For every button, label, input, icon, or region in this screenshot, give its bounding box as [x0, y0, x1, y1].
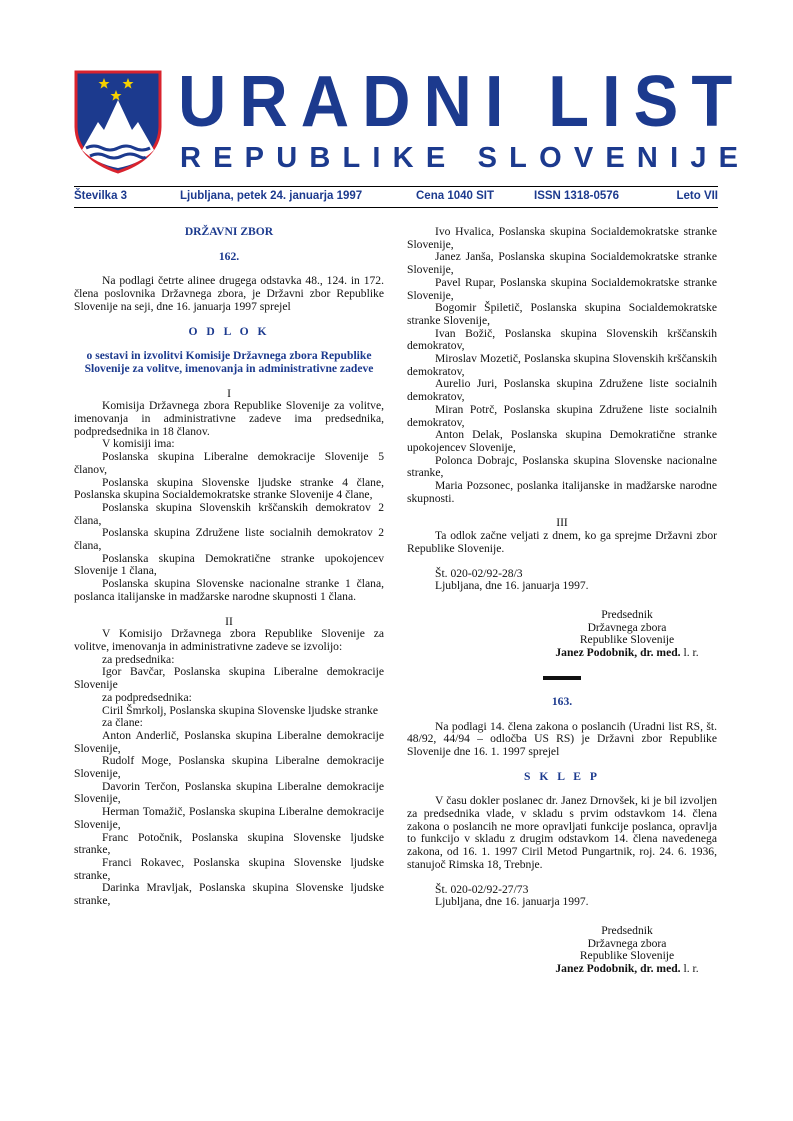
- right-column: [407, 226, 717, 976]
- reference-number: Št. 020-02/92-27/73: [435, 882, 529, 896]
- list-item: Poslanska skupina Slovenske nacionalne stranke 1 člana, poslanca italijanske in madžarske narodne skupnosti 1 člana.: [74, 577, 384, 603]
- list-item: Ivo Hvalica, Poslanska skupina Socialdemokratske stranke Slovenije,: [407, 225, 717, 251]
- list-item: Anton Anderlič, Poslanska skupina Liberalne demokracije Slovenije,: [74, 728, 384, 755]
- list-item: Darinka Mravljak, Poslanska skupina Slovenske ljudske stranke,: [74, 881, 384, 908]
- paragraph: Komisija Državnega zbora Republike Slovenije za volitve, imenovanja in administrativne zadeve ima predsednika, podpredsednika in 18 članov.: [74, 399, 384, 438]
- list-item: Franci Rokavec, Poslanska skupina Slovenske ljudske stranke,: [74, 855, 384, 882]
- section-heading: DRŽAVNI ZBOR: [184, 225, 274, 238]
- issue-info-bar: [74, 186, 718, 208]
- paragraph: V času dokler poslanec dr. Janez Drnovšek, ki je bil izvoljen za predsednika vlade, v skladu s prvim odstavkom 14. člena zakona o poslancih ne more opravljati funkcije poslanca, opravlja to funkcijo v skladu z drugim odstavkom 14. člena navedenega zakona, od 16. 1. 1997 Ciril Metod Pungartnik, roj. 24. 6. 1936, stanujoč Rimska 18, Trebnje.: [407, 794, 717, 871]
- document-number: 162.: [218, 249, 240, 263]
- publication-title: URADNI LIST: [178, 62, 746, 142]
- list-item: Ivan Božič, Poslanska skupina Slovenskih krščanskih demokratov,: [407, 326, 717, 353]
- signature-line: [407, 963, 717, 976]
- list-item: Pavel Rupar, Poslanska skupina Socialdemokratske stranke Slovenije,: [407, 275, 717, 302]
- paragraph: V komisiji ima:: [102, 437, 175, 451]
- paragraph: Ta odlok začne veljati z dnem, ko ga sprejme Državni zbor Republike Slovenije.: [407, 529, 717, 555]
- list-item: Ciril Šmrkolj, Poslanska skupina Slovenske ljudske stranke: [102, 703, 378, 717]
- signature-org: Republike Slovenije: [579, 633, 675, 647]
- paragraph: V Komisijo Državnega zbora Republike Slovenije za volitve, imenovanja in administrativne zadeve se izvolijo:: [74, 627, 384, 653]
- list-item: Polonca Dobrajc, Poslanska skupina Slovenske nacionalne stranke,: [407, 453, 717, 480]
- role-label: za predsednika:: [102, 652, 175, 666]
- signatory-name: Janez Podobnik, dr. med.: [555, 962, 681, 976]
- signature-title: Predsednik: [601, 923, 653, 937]
- document-type: S K L E P: [524, 769, 600, 783]
- list-item: Anton Delak, Poslanska skupina Demokratične stranke upokojencev Slovenije,: [407, 428, 717, 454]
- issue-number: Številka 3: [74, 190, 128, 202]
- issue-volume: Leto VII: [676, 190, 718, 202]
- signatory-name: Janez Podobnik, dr. med.: [555, 646, 681, 660]
- list-item: Herman Tomažič, Poslanska skupina Liberalne demokracije Slovenije,: [74, 805, 384, 831]
- article-number: III: [556, 516, 568, 530]
- issue-issn: ISSN 1318-0576: [534, 190, 620, 202]
- signature-line: [407, 647, 717, 660]
- list-item: Maria Pozsonec, poslanka italijanske in madžarske narodne skupnosti.: [407, 479, 717, 505]
- reference-number: Št. 020-02/92-28/3: [435, 566, 523, 580]
- list-item: Bogomir Špiletič, Poslanska skupina Socialdemokratske stranke Slovenije,: [407, 301, 717, 327]
- document-date: Ljubljana, dne 16. januarja 1997.: [435, 579, 589, 593]
- preamble: Na podlagi četrte alinee drugega odstavka 48., 124. in 172. člena poslovnika Državnega zbora, je Državni zbor Republike Slovenije na seji, dne 16. januarja 1997 sprejel: [74, 274, 384, 313]
- list-item: Miroslav Mozetič, Poslanska skupina Slovenskih krščanskih demokratov,: [407, 352, 717, 378]
- list-item: Davorin Terčon, Poslanska skupina Liberalne demokracije Slovenije,: [74, 779, 384, 806]
- signature-org: Državnega zbora: [587, 620, 667, 634]
- article-number: II: [225, 614, 233, 628]
- document-number: 163.: [551, 694, 573, 708]
- list-item: Poslanska skupina Slovenske ljudske stranke 4 člane, Poslanska skupina Socialdemokratske stranke Slovenije 4 člane,: [74, 475, 384, 502]
- list-item: Poslanska skupina Liberalne demokracije Slovenije 5 članov,: [74, 450, 384, 476]
- publication-subtitle: REPUBLIKE SLOVENIJE: [180, 142, 751, 174]
- issue-price: Cena 1040 SIT: [416, 190, 494, 202]
- document-date: Ljubljana, dne 16. januarja 1997.: [435, 895, 589, 909]
- list-item: Poslanska skupina Združene liste socialnih demokratov 2 člana,: [74, 526, 384, 553]
- list-item: Rudolf Moge, Poslanska skupina Liberalne demokracije Slovenije,: [74, 754, 384, 781]
- list-item: Poslanska skupina Slovenskih krščanskih demokratov 2 člana,: [74, 500, 384, 527]
- list-item: Miran Potrč, Poslanska skupina Združene liste socialnih demokratov,: [407, 402, 717, 429]
- signature-org: Državnega zbora: [587, 936, 667, 950]
- article-number: I: [227, 386, 231, 400]
- signature-suffix: l. r.: [680, 962, 699, 976]
- signature-title: Predsednik: [601, 607, 653, 621]
- document-title: o sestavi in izvolitvi Komisije Državnega zbora Republike Slovenije za volitve, imenovanja in administrativne zadeve: [84, 349, 374, 375]
- issue-place-date: Ljubljana, petek 24. januarja 1997: [180, 190, 363, 202]
- preamble: Na podlagi 14. člena zakona o poslancih (Uradni list RS, št. 48/92, 44/94 – odločba US RS) je Državni zbor Republike Slovenije dne 16. 1. 1997 sprejel: [407, 719, 717, 758]
- slovenian-coat-of-arms-icon: [74, 70, 162, 174]
- list-item: Aurelio Juri, Poslanska skupina Združene liste socialnih demokratov,: [407, 377, 717, 404]
- role-label: za podpredsednika:: [102, 690, 192, 704]
- list-item: Franc Potočnik, Poslanska skupina Slovenske ljudske stranke,: [74, 830, 384, 857]
- list-item: Igor Bavčar, Poslanska skupina Liberalne demokracije Slovenije: [74, 665, 384, 692]
- document-type: O D L O K: [188, 324, 270, 338]
- list-item: Poslanska skupina Demokratične stranke upokojencev Slovenije 1 člana,: [74, 551, 384, 578]
- signature-suffix: l. r.: [680, 646, 699, 660]
- list-item: Janez Janša, Poslanska skupina Socialdemokratske stranke Slovenije,: [407, 250, 717, 277]
- signature-org: Republike Slovenije: [579, 949, 675, 963]
- role-label: za člane:: [102, 716, 143, 730]
- left-column: [74, 226, 384, 908]
